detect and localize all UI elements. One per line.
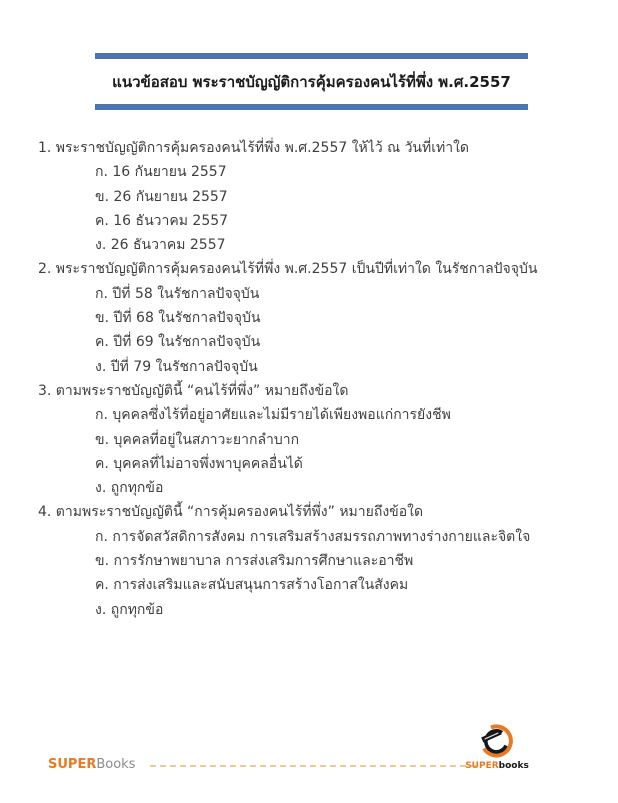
question-text: 1. พระราชบัญญัติการคุ้มครองคนไร้ที่พึ่ง พ.ศ.2557 ให้ไว้ ณ วันที่เท่าใด <box>38 140 470 156</box>
footer-brand-left <box>48 757 135 772</box>
question-text: 2. พระราชบัญญัติการคุ้มครองคนไร้ที่พึ่ง พ.ศ.2557 เป็นปีที่เท่าใด ในรัชกาลปัจจุบัน <box>38 261 538 278</box>
question-list <box>0 136 618 622</box>
question-text: 3. ตามพระราชบัญญัตินี้ “คนไร้ที่พึ่ง” หมายถึงข้อใด <box>38 382 349 399</box>
answer-option: ข. การรักษาพยาบาล การส่งเสริมการศึกษาและอาชีพ <box>95 553 414 570</box>
page-title: แนวข้อสอบ พระราชบัญญัติการคุ้มครองคนไร้ที่พึ่ง พ.ศ.2557 <box>112 73 511 91</box>
answer-option: ค. 16 ธันวาคม 2557 <box>95 212 229 229</box>
superbooks-logo-icon <box>479 724 515 760</box>
document-header <box>95 53 528 110</box>
header-bottom-rule <box>95 104 528 110</box>
footer-brand-right <box>466 724 528 771</box>
footer-brand-left-books: Books <box>96 757 136 772</box>
question-text: 4. ตามพระราชบัญญัตินี้ “การคุ้มครองคนไร้ที่พึ่ง” หมายถึงข้อใด <box>38 504 424 521</box>
answer-option: ก. 16 กันยายน 2557 <box>95 164 227 181</box>
question-1 <box>0 136 618 257</box>
answer-option: ข. 26 กันยายน 2557 <box>95 188 228 205</box>
answer-option: ค. การส่งเสริมและสนับสนุนการสร้างโอกาสในสังคม <box>95 577 409 594</box>
answer-option: ข. ปีที่ 68 ในรัชกาลปัจจุบัน <box>95 310 261 327</box>
question-3 <box>0 379 618 500</box>
footer-brand-left-super: SUPER <box>48 757 97 772</box>
answer-option: ก. การจัดสวัสดิการสังคม การเสริมสร้างสมรรถภาพทางร่างกายและจิตใจ <box>95 528 531 545</box>
answer-option: ง. ถูกทุกข้อ <box>95 601 164 618</box>
answer-option: ข. บุคคลที่อยู่ในสภาวะยากลำบาก <box>95 431 300 448</box>
answer-option: ง. 26 ธันวาคม 2557 <box>95 237 226 254</box>
answer-option: ง. ปีที่ 79 ในรัชกาลปัจจุบัน <box>95 358 258 375</box>
footer-brand-right-label <box>465 761 529 771</box>
page-footer <box>0 722 618 782</box>
answer-option: ค. บุคคลที่ไม่อาจพึ่งพาบุคคลอื่นได้ <box>95 455 303 472</box>
answer-option: ก. ปีที่ 58 ในรัชกาลปัจจุบัน <box>95 285 260 302</box>
footer-brand-right-super: SUPER <box>465 761 499 771</box>
footer-brand-right-books: books <box>498 761 529 771</box>
answer-option: ก. บุคคลซึ่งไร้ที่อยู่อาศัยและไม่มีรายได้เพียงพอแก่การยังชีพ <box>95 407 451 424</box>
answer-option: ค. ปีที่ 69 ในรัชกาลปัจจุบัน <box>95 334 261 351</box>
question-4 <box>0 500 618 621</box>
footer-dashed-rule <box>150 765 476 767</box>
answer-option: ง. ถูกทุกข้อ <box>95 480 164 497</box>
question-2 <box>0 257 618 378</box>
